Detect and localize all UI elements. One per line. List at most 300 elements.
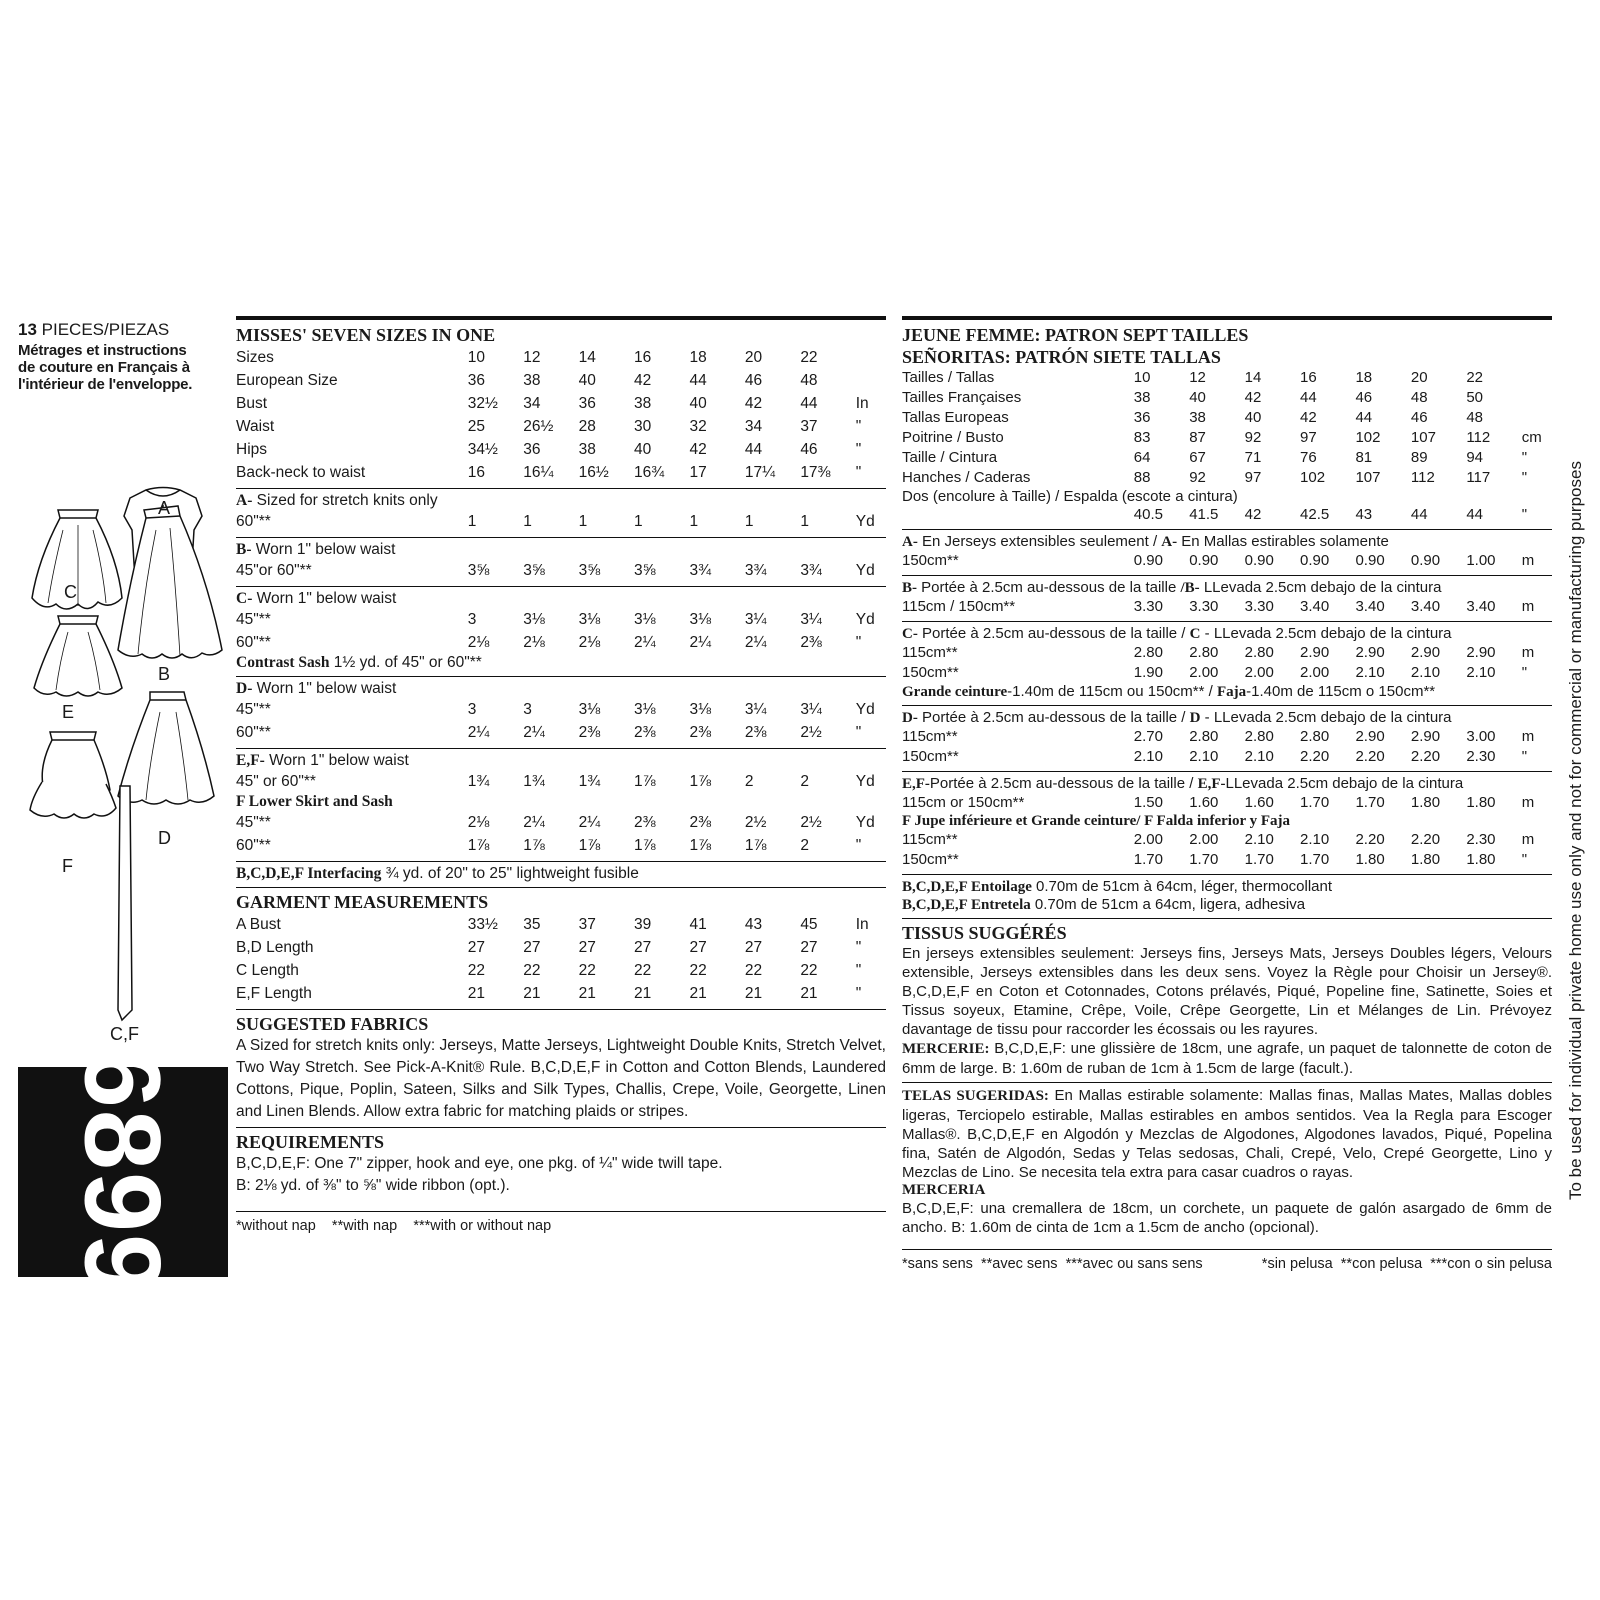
table-row — [236, 346, 886, 369]
size-value: 12 — [523, 349, 541, 366]
size-value: 2.10 — [1244, 748, 1274, 765]
size-value: 2.90 — [1410, 644, 1441, 661]
unit: m — [1521, 598, 1535, 615]
size-value: 1.60 — [1189, 794, 1219, 811]
size-value: 1⅞ — [523, 837, 545, 854]
row-label: 150cm** — [902, 748, 959, 765]
fr-dos-label: Dos (encolure à Taille) / Espalda (escote a cintura) — [902, 488, 1238, 505]
size-value: 1 — [523, 513, 532, 530]
size-value: 44 — [744, 441, 763, 458]
size-value: 21 — [634, 985, 652, 1002]
row-label: Tallas Europeas — [902, 409, 1009, 426]
es-title: SEÑORITAS: PATRÓN SIETE TALLAS — [902, 347, 1221, 367]
row-label: 115cm** — [902, 831, 958, 848]
size-value: 38 — [1189, 409, 1206, 426]
size-value: 16½ — [578, 464, 609, 481]
size-value: 3.40 — [1355, 598, 1385, 615]
size-value: 30 — [634, 418, 652, 435]
row-label: Back-neck to waist — [236, 464, 366, 481]
table-row — [236, 438, 886, 461]
size-value: 44 — [800, 395, 818, 412]
size-value: 2⅛ — [523, 634, 545, 651]
table-row — [902, 448, 1552, 468]
row-label: 150cm** — [902, 552, 959, 569]
size-value: 2.80 — [1133, 644, 1163, 661]
size-value: 44 — [1466, 506, 1483, 523]
size-value: 1⅞ — [744, 837, 767, 854]
sash-illustration — [118, 786, 132, 1020]
table-row — [236, 982, 886, 1005]
unit: " — [1521, 748, 1528, 765]
unit: " — [855, 634, 862, 651]
size-value: 3⅛ — [634, 701, 656, 718]
size-value: 71 — [1244, 449, 1262, 466]
unit: Yd — [855, 773, 875, 790]
size-value: 40 — [634, 441, 652, 458]
french-spanish-panel — [902, 316, 1552, 1272]
unit: " — [1521, 506, 1528, 523]
unit: In — [855, 395, 869, 412]
size-value: 107 — [1410, 429, 1436, 446]
row-label — [902, 505, 1134, 525]
size-value: 1⅞ — [634, 773, 656, 790]
unit: " — [855, 985, 862, 1002]
size-value: 2.10 — [1133, 748, 1163, 765]
size-value: 64 — [1133, 449, 1151, 466]
size-value: 16 — [1300, 369, 1317, 386]
row-label: Tailles / Tallas — [902, 369, 995, 386]
unit: " — [1521, 449, 1528, 466]
size-value: 88 — [1133, 469, 1151, 486]
en-garment-title: GARMENT MEASUREMENTS — [236, 892, 489, 912]
table-row — [902, 505, 1552, 525]
fr-f-lower-skirt-heading: F Jupe inférieure et Grande ceinture/ F Falda inferior y Faja — [902, 813, 1290, 829]
size-value: 22 — [634, 962, 652, 979]
table-row — [236, 959, 886, 982]
size-value: 89 — [1410, 449, 1428, 466]
fig-label-c: C — [64, 582, 77, 602]
fig-label-f: F — [62, 856, 73, 876]
size-value: 27 — [523, 939, 541, 956]
size-value: 1 — [634, 513, 643, 530]
size-value: 14 — [578, 349, 596, 366]
size-value: 44 — [1355, 409, 1373, 426]
size-value: 2.80 — [1189, 644, 1219, 661]
size-value: 2.90 — [1355, 728, 1385, 745]
size-value: 20 — [744, 349, 763, 366]
size-value: 38 — [1133, 389, 1151, 406]
size-value: 18 — [689, 349, 707, 366]
size-value: 10 — [1133, 369, 1151, 386]
unit: " — [855, 837, 862, 854]
size-value: 3⅛ — [634, 611, 656, 628]
view-d-skirt-illustration — [118, 692, 214, 804]
size-value: 2⅜ — [634, 724, 656, 741]
fr-view-ef-yardage — [902, 793, 1552, 813]
size-value: 16¾ — [634, 464, 665, 481]
table-row — [236, 936, 886, 959]
size-value: 1.50 — [1133, 794, 1163, 811]
size-value: 1⅞ — [689, 773, 712, 790]
row-label: 150cm** — [902, 851, 959, 868]
size-value: 1.80 — [1355, 851, 1385, 868]
row-label: Waist — [236, 418, 275, 435]
row-label: 115cm / 150cm** — [902, 598, 1016, 615]
row-label: A Bust — [236, 916, 281, 933]
fr-tissus-text: En jerseys extensibles seulement: Jerseys fins, Jerseys Mats, Jerseys Doubles légers, Velours extensible, Jerseys extensibles dans les deux sens. Voyez la Règle pour Choisir un Jersey®. B,C,D,E,F en Coton et Cotonnades, Cotons prélavés, Piqué, Popeline fine, Satinette, Soies et Tissus soyeux, Etamine, Crêpe, Voile, Crêpe Georgette, Lin et Mélanges de Lin. Prévoyez davantage de tissu pour raccorder les écossais ou les rayures. — [902, 945, 1552, 1038]
size-value: 2⅜ — [744, 724, 767, 741]
size-value: 3⅝ — [578, 562, 601, 579]
size-value: 97 — [1244, 469, 1262, 486]
unit: " — [1521, 664, 1528, 681]
size-value: 2.00 — [1133, 831, 1163, 848]
size-value: 27 — [800, 939, 818, 956]
size-value: 2 — [800, 773, 809, 790]
table-row — [902, 368, 1552, 388]
row-label: C Length — [236, 962, 299, 979]
en-contrast-sash: Contrast Sash 1½ yd. of 45" or 60"** — [236, 654, 482, 671]
row-label: Poitrine / Busto — [902, 429, 1004, 446]
size-value: 36 — [1133, 409, 1151, 426]
size-value: 43 — [744, 916, 763, 933]
size-value: 50 — [1466, 389, 1483, 406]
view-e-skirt-illustration — [34, 616, 122, 696]
size-value: 2 — [800, 837, 809, 854]
size-value: 40.5 — [1133, 506, 1163, 523]
en-fabrics-title: SUGGESTED FABRICS — [236, 1014, 429, 1034]
size-value: 1¾ — [467, 773, 490, 790]
en-view-a-heading: A- Sized for stretch knits only — [236, 492, 438, 509]
fr-view-c-heading: C- Portée à 2.5cm au-dessous de la taille / C - LLevada 2.5cm debajo de la cintura — [902, 625, 1452, 642]
size-value: 34 — [744, 418, 763, 435]
size-value: 117 — [1466, 469, 1491, 486]
size-value: 42 — [689, 441, 707, 458]
size-value: 16 — [467, 464, 486, 481]
size-value: 42 — [634, 372, 652, 389]
size-value: 1.90 — [1133, 664, 1163, 681]
size-value: 21 — [467, 985, 486, 1002]
size-value: 1⅞ — [578, 837, 601, 854]
size-value: 0.90 — [1410, 552, 1441, 569]
size-value: 22 — [467, 962, 486, 979]
size-value: 2.00 — [1189, 831, 1219, 848]
size-value: 1.70 — [1244, 851, 1274, 868]
size-value: 37 — [578, 916, 596, 933]
size-value: 46 — [800, 441, 818, 458]
size-value: 40 — [1189, 389, 1206, 406]
en-interfacing: B,C,D,E,F Interfacing ¾ yd. of 20" to 25" lightweight fusible — [236, 865, 639, 882]
size-value: 3¾ — [689, 562, 712, 579]
size-value: 2⅛ — [578, 634, 601, 651]
fig-label-a: A — [158, 498, 171, 518]
size-value: 40 — [578, 372, 596, 389]
size-value: 22 — [744, 962, 763, 979]
unit: m — [1521, 728, 1535, 745]
table-row — [236, 631, 886, 654]
row-label: 60"** — [236, 724, 271, 741]
size-value: 21 — [689, 985, 707, 1002]
row-label: 60"** — [236, 634, 271, 651]
fr-view-a-yardage — [902, 551, 1552, 571]
size-value: 1.00 — [1466, 552, 1496, 569]
unit: m — [1521, 644, 1535, 661]
unit — [1522, 388, 1552, 408]
size-value: 1¾ — [578, 773, 601, 790]
unit — [856, 346, 886, 369]
size-value: 2.20 — [1410, 831, 1441, 848]
size-value: 21 — [800, 985, 818, 1002]
fr-view-c-yardage — [902, 643, 1552, 683]
size-value: 2.30 — [1466, 831, 1496, 848]
size-value: 3 — [467, 701, 477, 718]
size-value: 2⅛ — [467, 634, 490, 651]
fr-entoilage: B,C,D,E,F Entoilage 0.70m de 51cm à 64cm, léger, thermocollant — [902, 878, 1333, 895]
unit: " — [855, 962, 862, 979]
unit: " — [1521, 469, 1528, 486]
size-value: 46 — [1355, 389, 1373, 406]
en-view-c-yardage — [236, 608, 886, 654]
size-value: 3.40 — [1410, 598, 1441, 615]
fig-label-e: E — [62, 702, 75, 722]
size-value: 41.5 — [1189, 506, 1219, 523]
table-row — [902, 468, 1552, 488]
unit: Yd — [855, 611, 875, 628]
unit: Yd — [855, 562, 875, 579]
row-label: Taille / Cintura — [902, 449, 998, 466]
size-value: 27 — [744, 939, 763, 956]
size-value: 2⅛ — [467, 814, 490, 831]
es-telas: TELAS SUGERIDAS: En Mallas estirable solamente: Mallas finas, Mallas Mates, Mallas dobles ligeras, Terciopelo estirable, Mallas estirables en ambos sentidos. Vea la Regla para Escoger Mallas®. B,C,D,E,F en Algodón y Mezclas de Algodones, Algodones lavados, Piqué, Popelina fina, Satén de Algodón, Sedas y Telas sedosas, Chali, Crepé, Velo, Crepé Georgette, Lino y Mezclas de Lino. Se necesita tela extra para casar cuadros o rayas. — [902, 1087, 1552, 1181]
row-label: 45" or 60"** — [236, 773, 316, 790]
size-value: 27 — [578, 939, 596, 956]
size-value: 1.70 — [1300, 851, 1330, 868]
size-value: 39 — [634, 916, 652, 933]
unit: " — [1521, 851, 1528, 868]
view-f-skirt-illustration — [30, 732, 116, 818]
en-view-c-heading: C- Worn 1" below waist — [236, 590, 397, 607]
size-value: 1.60 — [1244, 794, 1274, 811]
pieces-count: 13 PIECES/PIEZAS — [18, 320, 170, 339]
size-value: 2.10 — [1189, 748, 1219, 765]
size-value: 21 — [744, 985, 763, 1002]
row-label: 45"** — [236, 611, 271, 628]
size-value: 92 — [1189, 469, 1206, 486]
garment-illustrations — [18, 320, 228, 1060]
unit: " — [855, 441, 862, 458]
table-row — [902, 551, 1552, 571]
size-value: 34 — [523, 395, 541, 412]
size-value: 3¾ — [800, 562, 822, 579]
row-label: 45"** — [236, 814, 271, 831]
size-value: 2.90 — [1355, 644, 1385, 661]
size-value: 2⅜ — [578, 724, 601, 741]
size-value: 2⅜ — [800, 634, 822, 651]
size-value: 3 — [523, 701, 532, 718]
table-row — [902, 428, 1552, 448]
size-value: 3⅝ — [523, 562, 545, 579]
en-footnote: *without nap **with nap ***with or without nap — [236, 1218, 552, 1234]
fr-view-d-yardage — [902, 727, 1552, 767]
size-value: 67 — [1189, 449, 1206, 466]
size-value: 20 — [1410, 369, 1428, 386]
row-label: Sizes — [236, 349, 274, 366]
en-view-d-yardage — [236, 698, 886, 744]
size-value: 2.90 — [1410, 728, 1441, 745]
size-value: 1.80 — [1410, 851, 1441, 868]
size-value: 94 — [1466, 449, 1483, 466]
size-value: 2.10 — [1300, 831, 1330, 848]
unit: Yd — [855, 513, 875, 530]
size-value: 21 — [523, 985, 541, 1002]
size-value: 3 — [467, 611, 477, 628]
size-value: 27 — [467, 939, 486, 956]
size-value: 48 — [1466, 409, 1483, 426]
size-value: 1.80 — [1466, 851, 1496, 868]
unit: Yd — [855, 701, 875, 718]
size-value: 1.70 — [1133, 851, 1163, 868]
en-view-ef-yardage — [236, 770, 886, 793]
row-label: 60"** — [236, 513, 271, 530]
en-view-ef-heading: E,F- Worn 1" below waist — [236, 752, 409, 769]
size-value: 1 — [800, 513, 809, 530]
size-value: 0.90 — [1133, 552, 1163, 569]
size-value: 2.10 — [1410, 664, 1441, 681]
size-value: 48 — [800, 372, 818, 389]
unit: m — [1521, 552, 1535, 569]
size-value: 27 — [689, 939, 707, 956]
size-value: 0.90 — [1300, 552, 1330, 569]
size-value: 107 — [1355, 469, 1381, 486]
size-value: 44 — [1410, 506, 1428, 523]
french-instructions-note: Métrages et instructions de couture en Français à l'intérieur de l'enveloppe. — [18, 342, 193, 393]
size-value: 36 — [578, 395, 596, 412]
size-value: 2.20 — [1355, 831, 1385, 848]
table-row — [902, 850, 1552, 870]
size-value: 1 — [467, 513, 477, 530]
table-row — [236, 392, 886, 415]
size-value: 2.20 — [1355, 748, 1385, 765]
fr-view-b-heading: B- Portée à 2.5cm au-dessous de la taille /B- LLevada 2.5cm debajo de la cintura — [902, 579, 1442, 596]
size-value: 35 — [523, 916, 541, 933]
size-value: 1.70 — [1189, 851, 1219, 868]
size-value: 3.30 — [1244, 598, 1274, 615]
size-value: 1⅞ — [634, 837, 656, 854]
size-value: 2½ — [744, 814, 767, 831]
en-body-measurements — [236, 346, 886, 484]
fr-view-d-heading: D- Portée à 2.5cm au-dessous de la taille / D - LLevada 2.5cm debajo de la cintura — [902, 709, 1452, 726]
fr-view-ef-heading: E,F-Portée à 2.5cm au-dessous de la taille / E,F-LLevada 2.5cm debajo de la cintura — [902, 775, 1464, 792]
unit: " — [855, 939, 862, 956]
table-row — [902, 830, 1552, 850]
size-value: 38 — [578, 441, 596, 458]
row-label: Hips — [236, 441, 268, 458]
size-value: 102 — [1300, 469, 1326, 486]
size-value: 1 — [689, 513, 699, 530]
size-value: 2.80 — [1244, 644, 1274, 661]
unit — [1522, 368, 1552, 388]
size-value: 32 — [689, 418, 707, 435]
size-value: 0.90 — [1355, 552, 1385, 569]
row-label: 45"or 60"** — [236, 562, 312, 579]
size-value: 27 — [634, 939, 652, 956]
unit: " — [855, 464, 862, 481]
table-row — [902, 747, 1552, 767]
english-panel — [236, 316, 886, 1234]
unit: m — [1521, 831, 1535, 848]
size-value: 2¼ — [689, 634, 712, 651]
size-value: 3¼ — [800, 701, 822, 718]
size-value: 2.20 — [1410, 748, 1441, 765]
size-value: 44 — [1300, 389, 1317, 406]
fr-footnote — [902, 1256, 1552, 1272]
row-label: Bust — [236, 395, 268, 412]
size-value: 83 — [1133, 429, 1151, 446]
size-value: 22 — [578, 962, 596, 979]
size-value: 42 — [744, 395, 763, 412]
size-value: 28 — [578, 418, 596, 435]
size-value: 48 — [1410, 389, 1428, 406]
size-value: 76 — [1300, 449, 1317, 466]
fr-view-b-yardage — [902, 597, 1552, 617]
size-value: 40 — [1244, 409, 1262, 426]
en-view-a-yardage — [236, 510, 886, 533]
size-value: 21 — [578, 985, 596, 1002]
size-value: 97 — [1300, 429, 1317, 446]
size-value: 2.30 — [1466, 748, 1496, 765]
table-row — [236, 834, 886, 857]
size-value: 2.10 — [1466, 664, 1496, 681]
table-row — [236, 559, 886, 582]
size-value: 45 — [800, 916, 818, 933]
size-value: 3¼ — [800, 611, 822, 628]
size-value: 2¼ — [634, 634, 656, 651]
size-value: 3⅝ — [634, 562, 656, 579]
unit: In — [855, 916, 869, 933]
fig-label-b: B — [158, 664, 171, 684]
size-value: 87 — [1189, 429, 1206, 446]
size-value: 14 — [1244, 369, 1262, 386]
size-value: 25 — [467, 418, 486, 435]
en-f-lower-skirt-heading: F Lower Skirt and Sash — [236, 793, 393, 810]
size-value: 3⅝ — [467, 562, 490, 579]
side-disclaimer: To be used for individual private home use only and not for commercial or manufacturing purposes — [1566, 461, 1585, 1200]
pattern-number: 6899 — [62, 1047, 184, 1297]
size-value: 1⅞ — [467, 837, 490, 854]
left-column — [18, 320, 228, 1297]
size-value: 36 — [467, 372, 486, 389]
size-value: 3.00 — [1466, 728, 1496, 745]
unit: " — [855, 724, 862, 741]
size-value: 44 — [689, 372, 707, 389]
size-value: 16 — [634, 349, 652, 366]
fr-body-measurements — [902, 368, 1552, 488]
size-value: 2.80 — [1189, 728, 1219, 745]
row-label: Hanches / Caderas — [902, 469, 1031, 486]
size-value: 33½ — [467, 916, 498, 933]
unit — [1522, 408, 1552, 428]
size-value: 1 — [578, 513, 588, 530]
size-value: 2.10 — [1355, 664, 1385, 681]
unit — [856, 369, 886, 392]
size-value: 2.00 — [1189, 664, 1219, 681]
en-view-b-yardage — [236, 559, 886, 582]
size-value: 81 — [1355, 449, 1373, 466]
size-value: 40 — [689, 395, 707, 412]
size-value: 3¾ — [744, 562, 767, 579]
fr-f-lower-skirt-yardage — [902, 830, 1552, 870]
size-value: 38 — [523, 372, 541, 389]
unit: " — [855, 418, 862, 435]
